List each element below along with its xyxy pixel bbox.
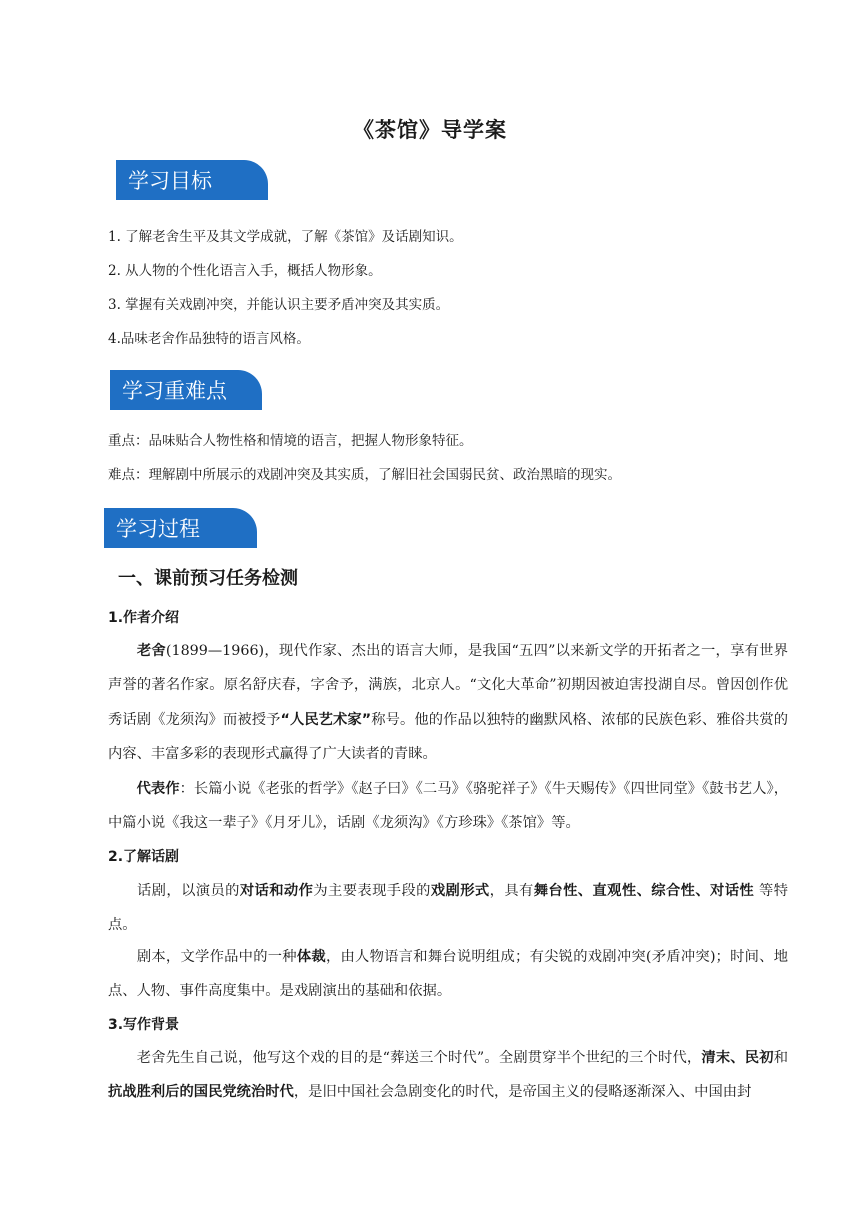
document-title: 《茶馆》导学案 — [353, 118, 507, 142]
background-paragraph — [108, 1041, 788, 1110]
works-text: ：长篇小说《老张的哲学》《赵子曰》《二马》《骆驼祥子》《牛天赐传》《四世同堂》《鼓书艺人》，中篇小说《我这一辈子》《月牙儿》，话剧《龙须沟》《方珍珠》《茶馆》等。 — [108, 781, 788, 832]
background-bold-1: 清末、民初 — [701, 1050, 774, 1066]
part1-heading: 一、课前预习任务检测 — [118, 568, 298, 589]
drama-text-c: 为主要表现手段的 — [313, 883, 431, 899]
background-text-c: 和 — [773, 1050, 788, 1066]
works-paragraph — [108, 772, 788, 841]
drama-bold-3: 舞台性、直观性、综合性、对话性 — [533, 883, 755, 899]
author-heading: 1.作者介绍 — [108, 610, 180, 626]
author-paragraph — [108, 634, 788, 772]
drama-text-e: 等特点。 — [108, 883, 789, 934]
author-text-a: (1899—1966)，现代作家、杰出的语言大师，是我国“五四”以来新文学的开拓者之一，享有世界声誉的著名作家。原名舒庆春，字舍予，满族，北京人。“文化大革命”初期因被迫害投湖自尽。曾因创作优秀话剧《龙须沟》而被授予 — [108, 643, 788, 728]
background-heading: 3.写作背景 — [108, 1017, 180, 1033]
background-text-d: ，是旧中国社会急剧变化的时代，是帝国主义的侵略逐渐深入、中国由封 — [293, 1084, 752, 1101]
goal-item-3: 3. 掌握有关戏剧冲突，并能认识主要矛盾冲突及其实质。 — [108, 297, 450, 313]
drama-heading: 2.了解话剧 — [108, 849, 180, 865]
author-text-b: 称号。他的作品以独特的幽默风格、浓郁的民族色彩、雅俗共赏的内容、丰富多彩的表现形式赢得了广大读者的青睐。 — [108, 711, 788, 763]
works-label: 代表作 — [136, 781, 180, 797]
script-text-a: 剧本，文学作品中的一种 — [136, 949, 297, 965]
drama-text-d: ，具有 — [489, 883, 534, 899]
background-text-a: 老舍先生自己说，他写这个戏的目的是“葬送三个时代”。全剧贯穿半个世纪的三个时代， — [136, 1050, 702, 1066]
goal-item-2: 2. 从人物的个性化语言入手，概括人物形象。 — [108, 263, 382, 279]
drama-bold-1: 对话和动作 — [239, 883, 314, 899]
script-text-c: ，由人物语言和舞台说明组成；有尖锐的戏剧冲突(矛盾冲突)；时间、地点、人物、事件高度集中。是戏剧演出的基础和依据。 — [108, 949, 788, 1000]
script-bold: 体裁 — [296, 949, 326, 965]
drama-paragraph-1 — [108, 874, 788, 943]
drama-text-a: 话剧，以演员的 — [136, 883, 240, 899]
keypoint-difficulty: 难点：理解剧中所展示的戏剧冲突及其实质，了解旧社会国弱民贫、政治黑暗的现实。 — [108, 467, 621, 483]
section-tab-goals: 学习目标 — [116, 160, 268, 200]
goal-item-4: 4.品味老舍作品独特的语言风格。 — [108, 331, 310, 347]
keypoint-focus: 重点：品味贴合人物性格和情境的语言，把握人物形象特征。 — [108, 433, 473, 449]
author-name: 老舍 — [136, 643, 166, 659]
goal-item-1: 1. 了解老舍生平及其文学成就，了解《茶馆》及话剧知识。 — [108, 229, 463, 245]
drama-paragraph-2 — [108, 940, 788, 1009]
author-title: “人民艺术家” — [280, 711, 372, 728]
drama-bold-2: 戏剧形式 — [430, 883, 490, 899]
section-tab-keypoints: 学习重难点 — [110, 370, 262, 410]
section-tab-process: 学习过程 — [104, 508, 257, 548]
background-bold-2: 抗战胜利后的国民党统治时代 — [108, 1084, 294, 1101]
